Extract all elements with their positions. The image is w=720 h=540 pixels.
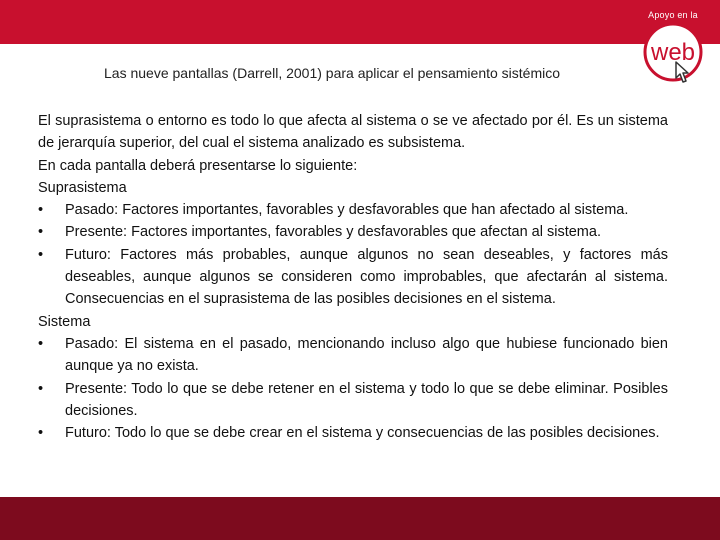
footer-bar [0,497,720,540]
logo-word: web [650,39,696,66]
list-item-text: Pasado: Factores importantes, favorables y desfavorables que han afectado al sistema. [65,202,629,219]
section-heading-suprasistema: Suprasistema [38,179,127,196]
suprasistema-list [38,199,668,310]
apoyo-web-logo [642,4,712,98]
list-item-text: Futuro: Factores más probables, aunque algunos no sean deseables, y factores más deseables, aunque algunos se consideren como improbables, que afectarán al sistema. Consecuencias en el suprasistema de las posibles decisiones en el sistema. [65,246,668,308]
slide-body [38,110,668,444]
bullet: • [38,246,44,263]
list-item [38,378,668,423]
list-item [38,221,668,243]
bullet: • [38,380,44,397]
bullet: • [38,202,44,219]
list-item-text: Presente: Todo lo que se debe retener en el sistema y todo lo que se debe eliminar. Posibles decisiones. [65,380,668,419]
header-bar [0,0,720,44]
bullet: • [38,335,44,352]
bullet: • [38,224,44,241]
web-logo-icon [642,22,708,98]
logo-caption: Apoyo en la [648,10,698,20]
list-item-text: Pasado: El sistema en el pasado, mencionando incluso algo que hubiese funcionado bien aunque ya no exista. [65,335,668,375]
list-item-text: Presente: Factores importantes, favorables y desfavorables que afectan al sistema. [65,224,601,241]
intro-paragraph: El suprasistema o entorno es todo lo que afecta al sistema o se ve afectado por él. Es un sistema de jerarquía superior, del cual el sistema analizado es subsistema. [38,113,668,152]
instruction-line: En cada pantalla deberá presentarse lo siguiente: [38,157,358,174]
sistema-list [38,333,668,444]
list-item [38,199,668,221]
list-item [38,422,668,444]
list-item-text: Futuro: Todo lo que se debe crear en el sistema y consecuencias de las posibles decisiones. [65,425,660,442]
section-heading-sistema: Sistema [38,313,91,330]
list-item [38,333,668,378]
list-item [38,244,668,311]
bullet: • [38,425,44,442]
slide-title: Las nueve pantallas (Darrell, 2001) para aplicar el pensamiento sistémico [104,65,561,81]
